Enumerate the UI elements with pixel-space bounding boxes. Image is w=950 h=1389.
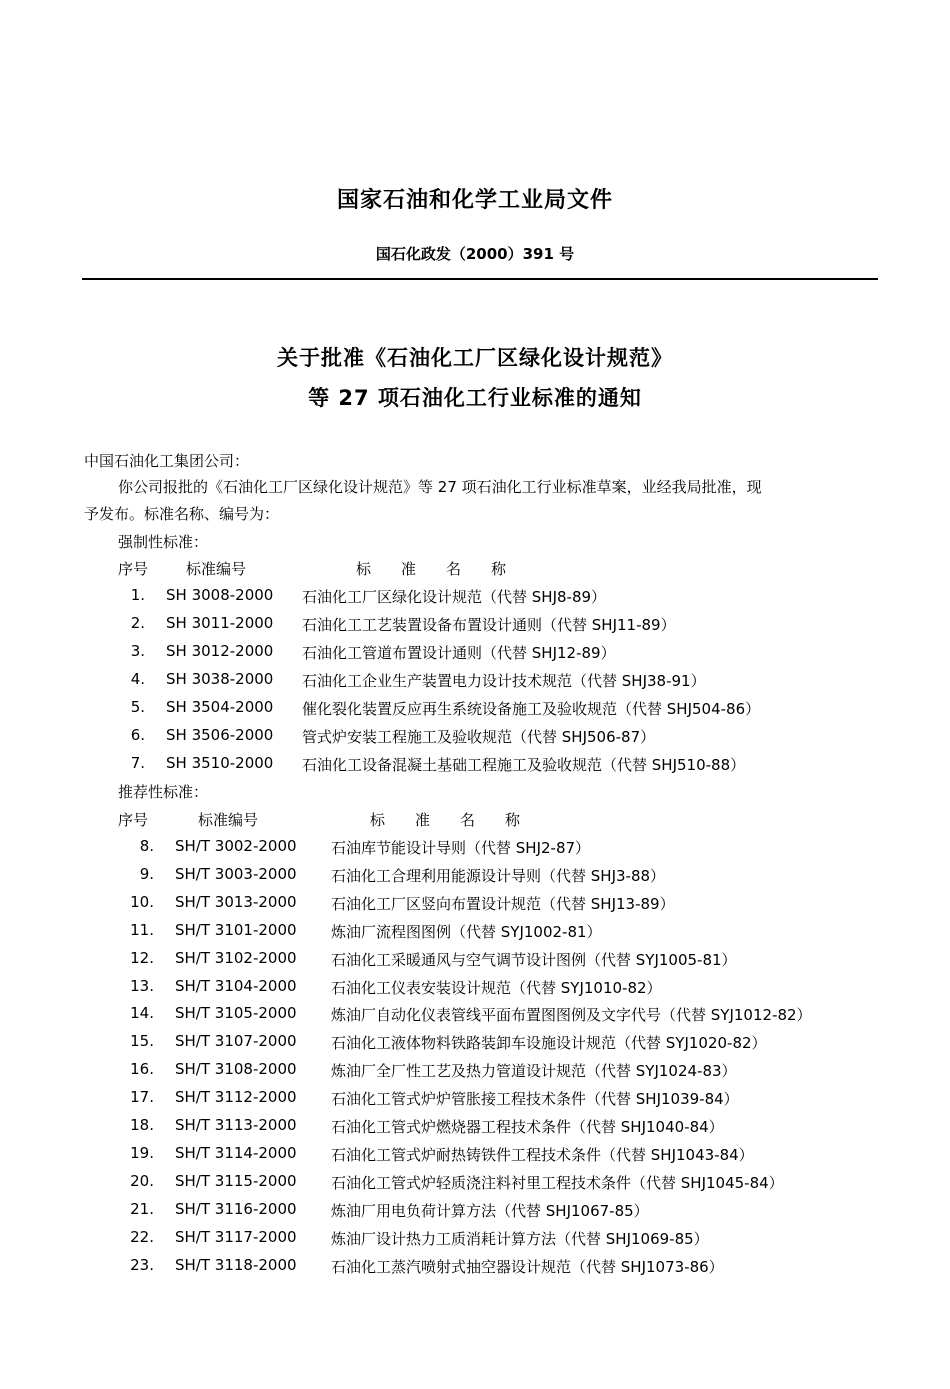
row-seq: 20.	[130, 1171, 154, 1190]
row-seq: 21.	[130, 1199, 154, 1218]
row-seq: 6.	[130, 726, 145, 744]
row-seq: 14.	[130, 1004, 154, 1023]
row-seq: 17.	[130, 1088, 154, 1107]
row-name: 石油化工管道布置设计通则（代替 SHJ12-89）	[302, 644, 616, 662]
row-code: SH/T 3107-2000	[175, 1032, 297, 1051]
row-seq: 8.	[139, 837, 154, 855]
row-name: 石油化工管式炉燃烧器工程技术条件（代替 SHJ1040-84）	[331, 1118, 724, 1136]
row-code: SH/T 3108-2000	[175, 1060, 297, 1079]
row-seq: 10.	[130, 892, 154, 911]
row-name: 石油库节能设计导则（代替 SHJ2-87）	[331, 839, 591, 857]
row-name: 石油化工工艺装置设备布置设计通则（代替 SHJ11-89）	[302, 616, 676, 634]
row-name: 炼油厂全厂性工艺及热力管道设计规范（代替 SYJ1024-83）	[331, 1062, 737, 1081]
row-code: SH/T 3115-2000	[175, 1171, 297, 1190]
row-name: 炼油厂用电负荷计算方法（代替 SHJ1067-85）	[331, 1201, 649, 1220]
row-code: SH 3510-2000	[166, 754, 274, 772]
row-name: 石油化工设备混凝土基础工程施工及验收规范（代替 SHJ510-88）	[302, 756, 746, 774]
row-seq: 9.	[139, 864, 154, 883]
header-divider	[82, 278, 878, 280]
row-name: 炼油厂设计热力工质消耗计算方法（代替 SHJ1069-85）	[331, 1229, 709, 1248]
row-code: SH/T 3002-2000	[175, 837, 297, 855]
addressee: 中国石油化工集团公司：	[84, 452, 250, 470]
row-seq: 7.	[130, 754, 145, 772]
row-seq: 23.	[130, 1255, 154, 1274]
row-seq: 2.	[130, 614, 145, 632]
recommended-col-name: 标 准 名 称	[370, 811, 521, 829]
row-name: 石油化工企业生产装置电力设计技术规范（代替 SHJ38-91）	[302, 672, 706, 690]
row-code: SH/T 3118-2000	[175, 1255, 297, 1274]
row-name: 石油化工采暖通风与空气调节设计图例（代替 SYJ1005-81）	[331, 950, 737, 969]
row-code: SH/T 3003-2000	[175, 864, 297, 883]
row-code: SH/T 3105-2000	[175, 1004, 297, 1023]
row-code: SH 3506-2000	[166, 726, 274, 744]
row-seq: 12.	[130, 948, 154, 967]
recommended-section-label: 推荐性标准：	[118, 783, 209, 801]
row-seq: 5.	[130, 698, 145, 716]
recommended-col-code: 标准编号	[198, 811, 259, 829]
row-seq: 13.	[130, 976, 154, 995]
row-code: SH/T 3112-2000	[175, 1088, 297, 1107]
row-name: 管式炉安装工程施工及验收规范（代替 SHJ506-87）	[302, 728, 656, 746]
issuer-title: 国家石油和化学工业局文件	[336, 188, 613, 213]
mandatory-col-seq: 序号	[118, 560, 149, 578]
paragraph-line: 予发布。标准名称、编号为：	[84, 505, 280, 523]
notice-title-line1: 关于批准《石油化工厂区绿化设计规范》	[277, 346, 673, 370]
recommended-col-seq: 序号	[118, 811, 149, 829]
row-code: SH/T 3013-2000	[175, 892, 297, 911]
row-name: 石油化工厂区竖向布置设计规范（代替 SHJ13-89）	[331, 894, 675, 913]
row-name: 催化裂化装置反应再生系统设备施工及验收规范（代替 SHJ504-86）	[302, 700, 761, 718]
notice-title-line2: 等 27 项石油化工行业标准的通知	[308, 386, 642, 410]
row-name: 石油化工管式炉轻质浇注料衬里工程技术条件（代替 SHJ1045-84）	[331, 1173, 784, 1192]
row-code: SH 3011-2000	[166, 614, 274, 632]
row-code: SH/T 3101-2000	[175, 920, 297, 939]
row-seq: 16.	[130, 1060, 154, 1079]
row-name: 石油化工管式炉炉管胀接工程技术条件（代替 SHJ1039-84）	[331, 1090, 739, 1109]
row-code: SH/T 3104-2000	[175, 976, 297, 995]
row-code: SH/T 3102-2000	[175, 948, 297, 967]
row-name: 石油化工蒸汽喷射式抽空器设计规范（代替 SHJ1073-86）	[331, 1257, 724, 1276]
document-number: 国石化政发（2000）391 号	[375, 245, 575, 263]
row-seq: 4.	[130, 670, 145, 688]
row-seq: 15.	[130, 1032, 154, 1051]
row-name: 炼油厂流程图图例（代替 SYJ1002-81）	[331, 922, 602, 941]
mandatory-col-code: 标准编号	[186, 560, 247, 578]
row-code: SH/T 3117-2000	[175, 1227, 297, 1246]
row-seq: 11.	[130, 920, 154, 939]
row-seq: 18.	[130, 1116, 154, 1134]
row-name: 石油化工管式炉耐热铸铁件工程技术条件（代替 SHJ1043-84）	[331, 1145, 754, 1164]
row-name: 石油化工液体物料铁路装卸车设施设计规范（代替 SYJ1020-82）	[331, 1034, 767, 1053]
row-code: SH/T 3113-2000	[175, 1116, 297, 1134]
row-code: SH/T 3116-2000	[175, 1199, 297, 1218]
paragraph-line: 你公司报批的《石油化工厂区绿化设计规范》等 27 项石油化工行业标准草案，业经我局批准，现	[118, 478, 762, 496]
row-seq: 19.	[130, 1143, 154, 1162]
row-name: 炼油厂自动化仪表管线平面布置图图例及文字代号（代替 SYJ1012-82）	[331, 1006, 812, 1025]
row-seq: 22.	[130, 1227, 154, 1246]
row-name: 石油化工厂区绿化设计规范（代替 SHJ8-89）	[302, 588, 607, 606]
mandatory-col-name: 标 准 名 称	[356, 560, 507, 578]
row-code: SH 3008-2000	[166, 586, 274, 604]
mandatory-section-label: 强制性标准：	[118, 533, 209, 551]
row-name: 石油化工仪表安装设计规范（代替 SYJ1010-82）	[331, 978, 662, 997]
row-code: SH 3038-2000	[166, 670, 274, 688]
row-code: SH/T 3114-2000	[175, 1143, 297, 1162]
row-code: SH 3504-2000	[166, 698, 274, 716]
row-seq: 3.	[130, 642, 145, 660]
row-name: 石油化工合理利用能源设计导则（代替 SHJ3-88）	[331, 866, 666, 885]
row-seq: 1.	[130, 586, 145, 604]
row-code: SH 3012-2000	[166, 642, 274, 660]
